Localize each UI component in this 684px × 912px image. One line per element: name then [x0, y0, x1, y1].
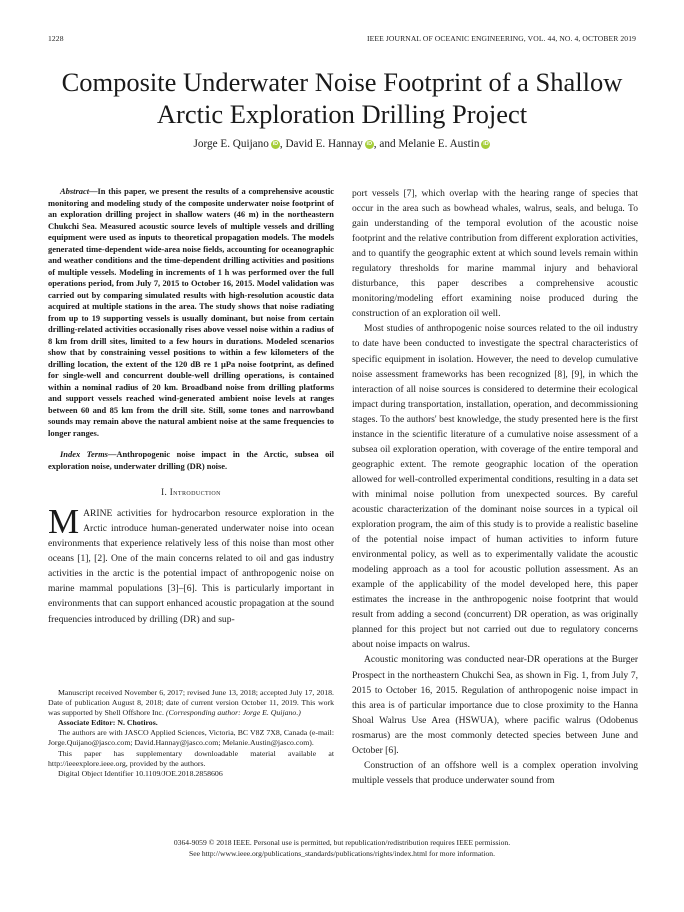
body-paragraph-4: Construction of an offshore well is a complex operation involving multiple vessels that produce underwater sound from: [352, 759, 638, 786]
footnote-affiliation: The authors are with JASCO Applied Sciences, Victoria, BC V8Z 7X8, Canada (e-mail: Jorge.Quijano@jasco.com; David.Hannay@jasco.com; Melanie.Austin@jasco.com).: [48, 728, 334, 748]
author-austin: Melanie E. Austin: [398, 138, 480, 150]
index-terms: [48, 449, 334, 472]
drop-cap: M: [48, 502, 80, 542]
body-paragraph-2: Most studies of anthropogenic noise sources related to the oil industry to date have been conducted to investigate the spectral characteristics of specific equipment in isolation. However, the need to develop cumulative noise assessment frameworks has been recognized [8], [9], in which the interaction of all noise sources is considered to determine their ecological impact during transportation, installation, operation, and decommissioning stages. To the authors' best knowledge, the study presented here is the first instance in the scientific literature of a cumulative noise assessment of a subsea oil exploration operation, with coverage of the entire temporal and geographic extent. The remote geographic location of the operation allowed for well-controlled experimental conditions, resulting in a data set with minimal noise pollution from unexpected sources. By careful acoustic characterization of the dominant noise sources in a typical oil exploration program, the aim of this study is to provide a realistic baseline of the potential noise impact of human activities to inform future environmental policy, as well as to experimentally validate the acoustic modeling approach as a tool for acoustic pollution assessment. As an example of the applicability of the model developed here, this paper estimates the increase in the anthropogenic noise footprint that would result from adding a second (concurrent) DR operation, as was originally planned for this project but not carried out due to regulatory concerns about noise impacts on walrus.: [352, 323, 638, 651]
footnote-editor: Associate Editor: N. Chotiros.: [58, 718, 158, 728]
index-terms-body: —Anthropogenic noise impact in the Arctic, subsea oil exploration noise, underwater drilling (DR) noise.: [48, 449, 334, 471]
author-quijano: Jorge E. Quijano: [193, 138, 269, 150]
introduction-paragraph: [48, 502, 334, 626]
abstract-lead: Abstract: [60, 186, 90, 196]
running-head: [48, 34, 636, 46]
body-paragraph-1: port vessels [7], which overlap with the hearing range of species that occur in the area such as bowhead whales, walrus, seals, and beluga. To gain understanding of the temporal evolution of the acoustic noise footprint and the relative contribution from different exploration activities, and to quantify the geographic extent at which sound levels remain within regulatory thresholds for marine mammal injury and behavioral disturbance, this paper describes a comprehensive acoustic monitoring/modeling effort examining noise produced during the construction of an exploration oil well.: [352, 188, 638, 320]
footnote-doi: Digital Object Identifier 10.1109/JOE.2018.2858606: [58, 768, 223, 778]
abstract-body: —In this paper, we present the results of a comprehensive acoustic monitoring and modeling study of the composite underwater noise footprint of an exploration drilling project in shallow waters (46 m) in the northeastern Chukchi Sea. Measured acoustic source levels of multiple vessels and drilling equipment were used as inputs to theoretical propagation models. The models generated time-dependent wide-area noise fields, accounting for oceanographic and weather conditions and the time-dependent drilling activities and positions of multiple vessels. Modeling in increments of 1 h was performed over the full operations period, from July 7, 2015 to October 16, 2015. Model validation was carried out by comparing simulated results with high-resolution acoustic data acquired at multiple stations in the area. The study shows that noise radiating from up to 19 supporting vessels is usually dominant, but noise from certain drilling-related activities occasionally rises above vessel noise within a radius of 8 km from drill sites, limited to a few hours in durations. Modeled scenarios show that by constraining vessel positions to within a few kilometers of the drilling location, the extent of the 120 dB re 1 μPa noise footprint, as defined for single-well and concurrent double-well drilling operations, is contained within a nominal radius of 20 km. Broadband noise from drilling platforms and support vessels reached wind-generated ambient noise levels at ranges between 60 and 85 km from the drill site. Still, some tones and narrowband sounds may remain above the natural ambient noise at the same frequencies to longer ranges.: [48, 186, 334, 438]
footnote-supplementary: This paper has supplementary downloadable material available at http://ieeexplore.ieee.org, provided by the authors.: [48, 748, 334, 768]
right-column: [352, 186, 638, 788]
introduction-body: ARINE activities for hydrocarbon resource exploration in the Arctic introduce human-generated underwater noise into ocean environments that experience relatively less of this noise than most other oceans [1], [2]. One of the main concerns related to oil and gas industry activities in the arctic is the potential impact of anthropogenic noise on marine mammal populations [3]–[6]. This is particularly important in environments that can support enhanced acoustic propagation at the sound frequencies introduced by drilling (DR) and sup-: [48, 508, 334, 625]
corresponding-author: (Corresponding author: Jorge E. Quijano.): [165, 708, 301, 718]
orcid-icon[interactable]: iD: [272, 141, 279, 147]
journal-info: IEEE JOURNAL OF OCEANIC ENGINEERING, VOL. 44, NO. 4, OCTOBER 2019: [367, 34, 636, 43]
orcid-icon[interactable]: iD: [483, 141, 489, 147]
section-heading-introduction: I. Introduction: [161, 487, 221, 497]
index-terms-lead: Index Terms: [60, 449, 108, 459]
title-line-2: Arctic Exploration Drilling Project: [156, 99, 528, 129]
footnote-received: Manuscript received November 6, 2017; revised June 13, 2018; accepted July 17, 2018. Date of publication August 8, 2018; date of current version October 11, 2019. This work was supported by Shell Offshore Inc. (Corresponding author: Jorge E. Quijano.): [48, 688, 334, 718]
copyright-line-1: 0364-9059 © 2018 IEEE. Personal use is permitted, but republication/redistribution requires IEEE permission.: [173, 838, 511, 847]
body-paragraph-3: Acoustic monitoring was conducted near-DR operations at the Burger Prospect in the northeastern Chukchi Sea, as shown in Fig. 1, from July 7, 2015 to October 16, 2015. Regulation of anthropogenic noise impact in this area is of particular importance due to close proximity to the Hanna Shoal Walrus Use Area (HSWUA), where pacific walrus (Odobenus rosmarus) are the most commonly detected species between June and October [6].: [352, 654, 638, 756]
left-column: [48, 186, 334, 627]
orcid-icon[interactable]: iD: [366, 141, 373, 147]
author-separator: , and: [373, 138, 399, 150]
author-hannay: David E. Hannay: [285, 138, 363, 150]
author-separator: ,: [279, 138, 286, 150]
title-line-1: Composite Underwater Noise Footprint of a Shallow: [61, 67, 623, 97]
author-list: [0, 137, 684, 151]
copyright-notice: [0, 838, 684, 859]
footnotes: [48, 688, 334, 779]
page-number: 1228: [48, 34, 64, 43]
abstract: [48, 186, 334, 439]
copyright-line-2: See http://www.ieee.org/publications_standards/publications/rights/index.html for more information.: [188, 848, 495, 858]
paper-title: [30, 66, 654, 130]
